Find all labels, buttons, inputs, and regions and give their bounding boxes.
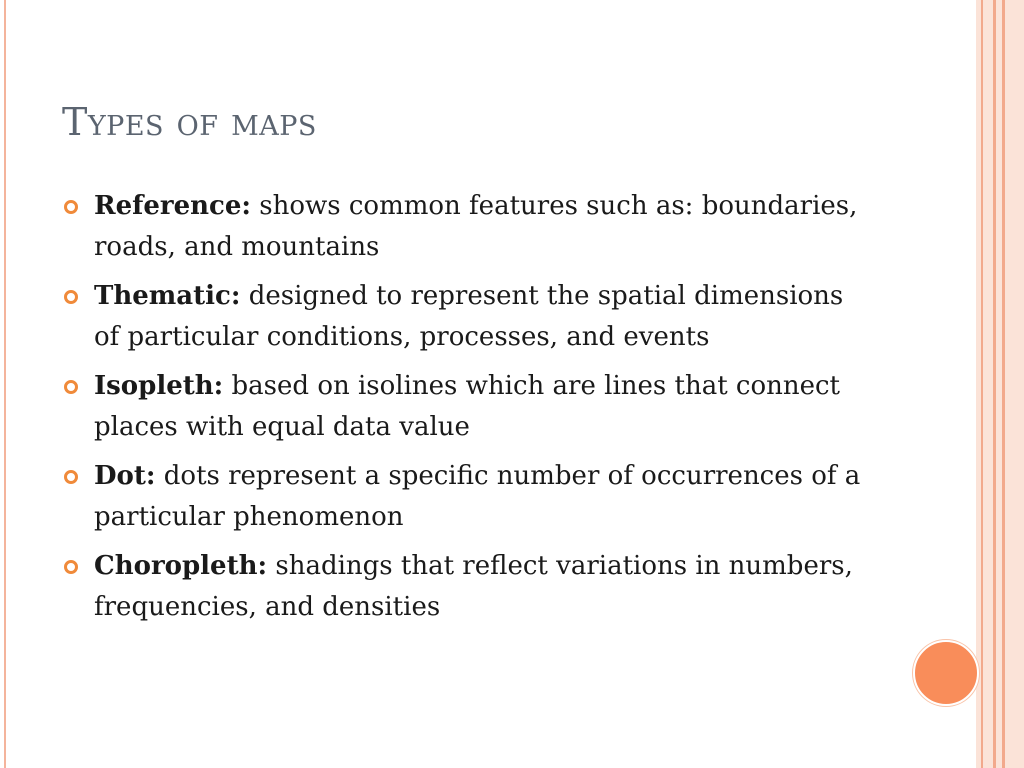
right-decorative-band	[1005, 0, 1024, 768]
bullet-term: Choropleth:	[94, 551, 268, 581]
left-border-line	[4, 0, 6, 768]
slide-title: Types of maps	[62, 100, 317, 144]
right-decorative-band	[983, 0, 993, 768]
bullet-circle-icon	[64, 200, 78, 214]
bullet-circle-icon	[64, 380, 78, 394]
bullet-term: Thematic:	[94, 281, 241, 311]
bullet-item-thematic	[62, 276, 862, 358]
bullet-text: shadings that reflect variations in numbers, frequencies, and densities	[94, 551, 853, 622]
bullet-circle-icon	[64, 560, 78, 574]
bullet-text: based on isolines which are lines that connect places with equal data value	[94, 371, 841, 442]
bullet-item-reference	[62, 186, 862, 268]
bullet-item-dot	[62, 456, 862, 538]
orange-circle-decoration	[913, 640, 979, 706]
bullet-text: shows common features such as: boundaries, roads, and mountains	[94, 191, 858, 262]
bullet-list	[62, 186, 862, 636]
bullet-term: Reference:	[94, 191, 251, 221]
bullet-term: Isopleth:	[94, 371, 224, 401]
bullet-text: dots represent a specific number of occurrences of a particular phenomenon	[94, 461, 861, 532]
bullet-item-isopleth	[62, 366, 862, 448]
bullet-circle-icon	[64, 290, 78, 304]
bullet-term: Dot:	[94, 461, 156, 491]
bullet-text: designed to represent the spatial dimensions of particular conditions, processes, and events	[94, 281, 844, 352]
bullet-item-choropleth	[62, 546, 862, 628]
bullet-circle-icon	[64, 470, 78, 484]
